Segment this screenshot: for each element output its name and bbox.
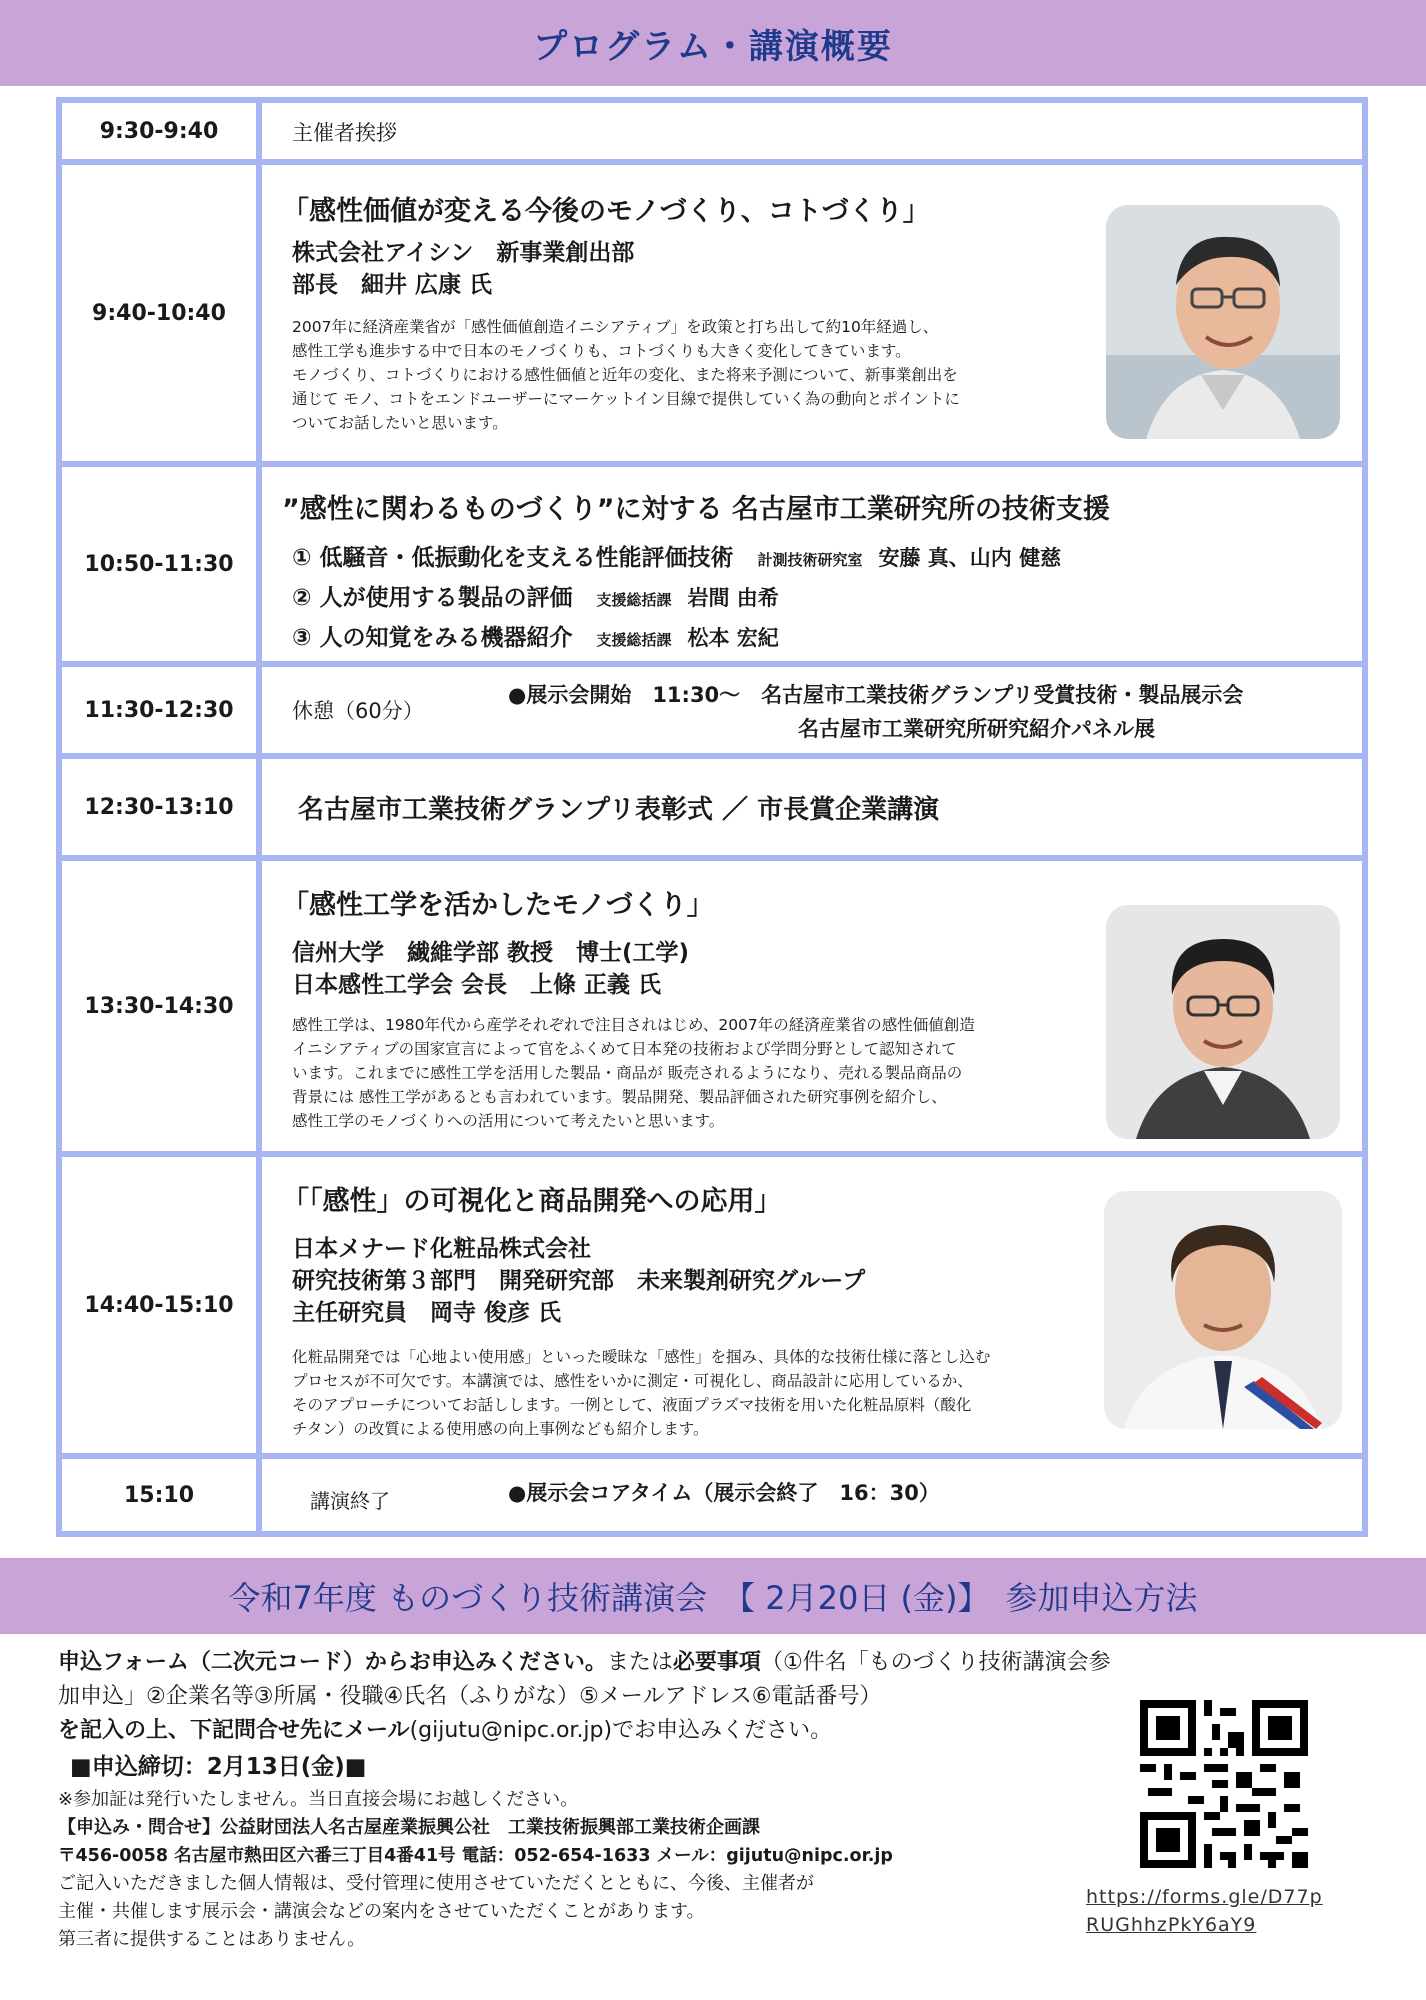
time-cell: 10:50-11:30 <box>62 467 256 661</box>
program-row-talk2 <box>262 861 1362 1151</box>
talk-title: 「感性価値が変える今後のモノづくり、コトづくり」 <box>282 196 930 227</box>
support-item: ① 低騒音・低振動化を支える性能評価技術 計測技術研究室 安藤 真、山内 健慈 <box>292 545 1062 571</box>
program-row-support <box>262 467 1362 661</box>
talk-description: 2007年に経済産業省が「感性価値創造イニシアティブ」を政策と打ち出して約10年経過し、 感性工学も進歩する中で日本のモノづくりも、コトづくりも大きく変化してきています。 モノづくり、コトづくりにおける感性価値と近年の変化、また将来予測について、新事業創出を 通じて モノ、コトをエンドユーザーにマーケットイン目線で提供していく為の動向とポイントに ついてお話したいと思います。 <box>292 318 960 432</box>
page-title: プログラム・講演概要 <box>533 26 893 67</box>
support-item: ② 人が使用する製品の評価 支援総括課 岩間 由希 <box>292 585 779 611</box>
talk-title: 「「感性」の可視化と商品開発への応用」 <box>282 1186 782 1217</box>
talk-description: 感性工学は、1980年代から産学それぞれで注目されはじめ、2007年の経済産業省の感性価値創造 イニシアティブの国家宣言によって官をふくめて日本発の技術および学問分野として認知されて います。これまでに感性工学を活用した製品・商品が 販売されるようになり、売れる製品商品の 背景には 感性工学があるとも言われています。製品開発、製品評価された研究事例を紹介し、 感性工学のモノづくりへの活用について考えたいと思います。 <box>292 1016 975 1130</box>
contact-organization: 【申込み・問合せ】公益財団法人名古屋産業振興公社 工業技術振興部工業技術企画課 <box>58 1817 760 1838</box>
speaker-name: 主任研究員 岡寺 俊彦 氏 <box>292 1300 562 1326</box>
participation-note: ※参加証は発行いたしません。当日直接会場にお越しください。 <box>58 1789 579 1810</box>
application-title: 令和7年度 ものづくり技術講演会 【 2月20日 (金)】 参加申込方法 <box>228 1579 1198 1617</box>
form-url-line2[interactable]: RUGhhzPkY6aY9 <box>1086 1914 1257 1936</box>
exhibit-core-time: ●展示会コアタイム（展示会終了 16：30） <box>508 1481 940 1505</box>
time-cell: 12:30-13:10 <box>62 759 256 855</box>
closing-text: 講演終了 <box>310 1489 390 1513</box>
speaker-name: 部長 細井 広康 氏 <box>292 272 493 298</box>
program-row-talk1 <box>262 165 1362 461</box>
application-instructions: 申込フォーム（二次元コード）からお申込みください。または必要事項（①件名「ものづくり技術講演会参 加申込」②企業名等③所属・役職④氏名（ふりがな）⑤メールアドレス⑥電話番号） を記入の上、下記問合せ先にメール(gijutu@nipc.or.jp)でお申込みください。 <box>58 1650 1111 1743</box>
talk-title: ”感性に関わるものづくり”に対する 名古屋市工業研究所の技術支援 <box>282 494 1110 525</box>
opening-text: 主催者挨拶 <box>292 121 397 145</box>
support-item: ③ 人の知覚をみる機器紹介 支援総括課 松本 宏紀 <box>292 625 779 651</box>
speaker-affiliation: 日本メナード化粧品株式会社 <box>292 1236 591 1262</box>
exhibit-panel: 名古屋市工業研究所研究紹介パネル展 <box>798 717 1155 741</box>
deadline: ■申込締切：2月13日(金)■ <box>70 1754 367 1780</box>
application-band <box>0 1558 1426 1634</box>
program-row-award <box>262 759 1362 855</box>
speaker-department: 研究技術第３部門 開発研究部 未来製剤研究グループ <box>292 1268 866 1294</box>
time-cell: 15:10 <box>62 1459 256 1531</box>
time-cell: 14:40-15:10 <box>62 1157 256 1453</box>
break-text: 休憩（60分） <box>292 699 424 723</box>
program-row-closing <box>262 1459 1362 1531</box>
exhibit-start: ●展示会開始 11:30～ 名古屋市工業技術グランプリ受賞技術・製品展示会 <box>508 683 1244 707</box>
header-band <box>0 0 1426 86</box>
award-text: 名古屋市工業技術グランプリ表彰式 ／ 市長賞企業講演 <box>298 795 940 825</box>
speaker-photo <box>1106 905 1340 1139</box>
program-row-break <box>262 667 1362 753</box>
program-table <box>56 97 1368 1537</box>
speaker-affiliation: 株式会社アイシン 新事業創出部 <box>292 240 635 266</box>
talk-title: 「感性工学を活かしたモノづくり」 <box>282 890 714 921</box>
contact-address: 〒456-0058 名古屋市熱田区六番三丁目4番41号 電話：052-654-1633 メール：gijutu@nipc.or.jp <box>58 1846 893 1866</box>
privacy-note: ご記入いただきました個人情報は、受付管理に使用させていただくとともに、今後、主催者が 主催・共催します展示会・講演会などの案内をさせていただくことがあります。 第三者に提供することはありません。 <box>58 1873 814 1950</box>
form-url-line1[interactable]: https://forms.gle/D77p <box>1086 1886 1323 1908</box>
time-cell: 11:30-12:30 <box>62 667 256 753</box>
time-cell: 9:30-9:40 <box>62 103 256 159</box>
talk-description: 化粧品開発では「心地よい使用感」といった曖昧な「感性」を掴み、具体的な技術仕様に落とし込む プロセスが不可欠です。本講演では、感性をいかに測定・可視化し、商品設計に応用しているか、 そのアプローチについてお話しします。一例として、液面プラズマ技術を用いた化粧品原料（酸化 チタン）の改質による使用感の向上事例なども紹介します。 <box>292 1348 991 1438</box>
speaker-photo <box>1104 1191 1342 1429</box>
speaker-name: 日本感性工学会 会長 上條 正義 氏 <box>292 972 662 998</box>
program-row-talk3 <box>262 1157 1362 1453</box>
time-cell: 13:30-14:30 <box>62 861 256 1151</box>
qr-code[interactable] <box>1140 1700 1308 1868</box>
speaker-affiliation: 信州大学 繊維学部 教授 博士(工学) <box>292 940 690 966</box>
speaker-photo <box>1106 205 1340 439</box>
time-cell: 9:40-10:40 <box>62 165 256 461</box>
program-row-opening <box>262 103 1362 159</box>
